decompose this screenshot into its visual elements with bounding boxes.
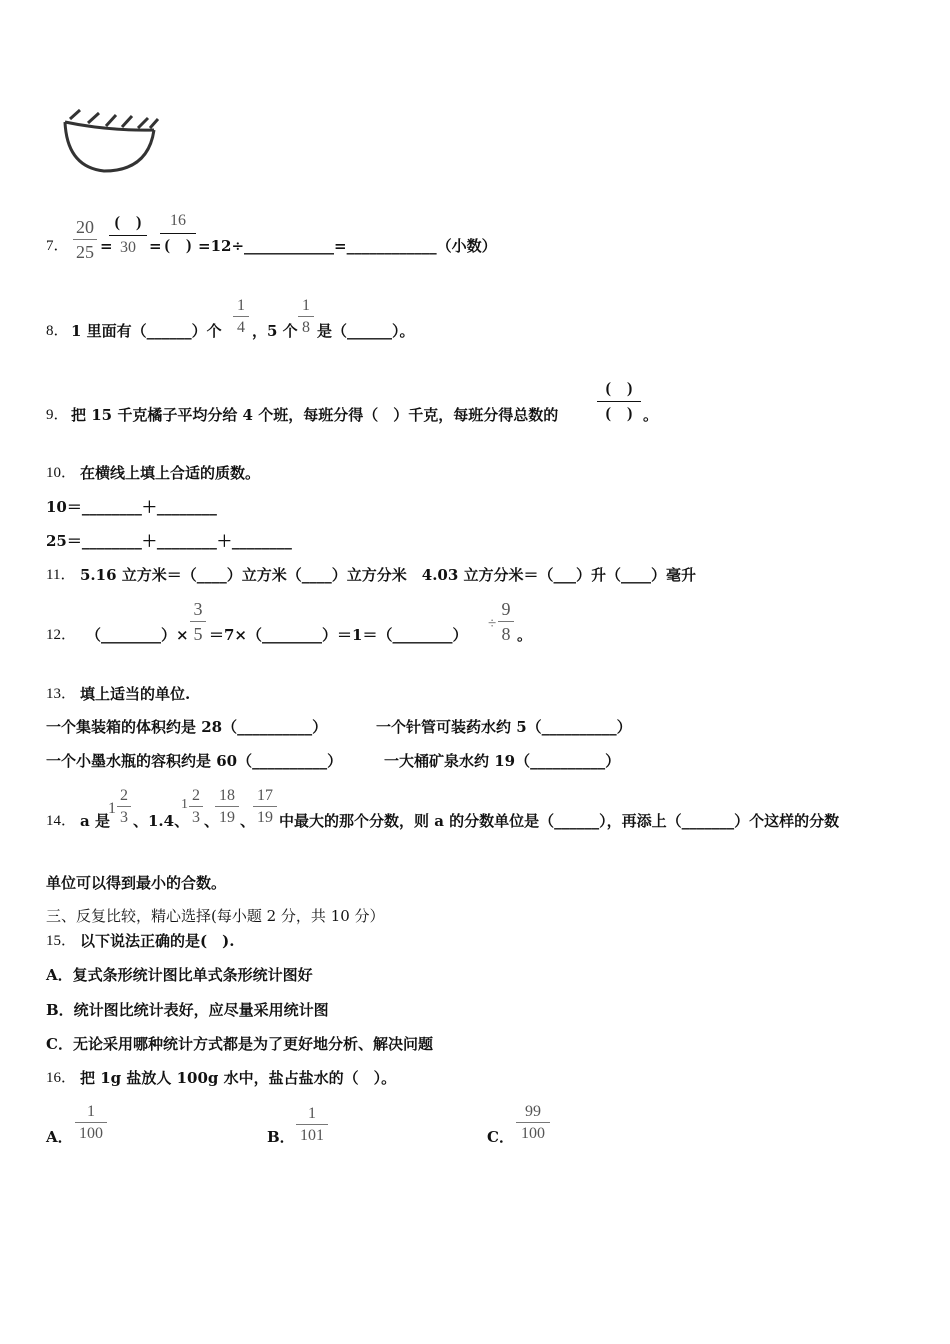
q8-text-c: 是（______）。: [317, 322, 415, 340]
q7-fraction-1: 20 25: [73, 216, 97, 263]
q15-number: 15．: [46, 933, 77, 949]
q12-divide-sign: ÷: [488, 616, 497, 632]
q15-option-c: C．无论采用哪种统计方式都是为了更好地分析、解决问题: [46, 1035, 433, 1053]
q14-sep-2: 、: [204, 812, 220, 830]
q12-text-c: 。: [517, 626, 533, 644]
q12-text-a: （________）×: [86, 626, 189, 644]
q16-option-b-label: B．: [267, 1128, 295, 1146]
q10-title: 在横线上填上合适的质数。: [80, 464, 261, 482]
q12-number: 12．: [46, 627, 77, 643]
q7-number: 7．: [46, 238, 69, 254]
q14-text-c: 单位可以得到最小的合数。: [46, 874, 227, 892]
bowl-figure: [58, 105, 163, 177]
q7-rest: =12÷____________=____________（小数）: [198, 237, 497, 255]
q14-fraction-17-19: 17 19: [253, 786, 277, 827]
q16-option-c-label: C．: [487, 1128, 514, 1146]
q16-option-a-fraction: 1 100: [75, 1102, 107, 1143]
q7-fraction-3: 16 ( ): [160, 210, 196, 257]
q14-sep-3: 、: [240, 812, 256, 830]
q14-mixed-2-whole: 1: [181, 797, 188, 812]
q13-number: 13．: [46, 686, 77, 702]
q11-text: 5.16 立方米＝（____）立方米（____）立方分米 4.03 立方分米＝（___）升（____）毫升: [80, 566, 697, 584]
q15-option-a: A．复式条形统计图比单式条形统计图好: [46, 966, 313, 984]
q14-mixed-1-fraction: 2 3: [117, 786, 131, 827]
q13-title: 填上适当的单位.: [80, 685, 191, 703]
q10-number: 10．: [46, 465, 77, 481]
q12-text-b: ＝7×（________）＝1＝（________）: [209, 626, 468, 644]
q11-number: 11．: [46, 567, 76, 583]
q16-title: 把 1g 盐放人 100g 水中，盐占盐水的（ ）。: [80, 1069, 397, 1087]
q16-number: 16．: [46, 1070, 77, 1086]
q9-number: 9．: [46, 407, 69, 423]
q9-text-a: 把 15 千克橘子平均分给 4 个班，每班分得（ ）千克，每班分得总数的: [71, 406, 559, 424]
q13-line-1b: 一个针管可装药水约 5（__________）: [376, 718, 632, 736]
q8-text-a: 1 里面有（______）个: [71, 322, 222, 340]
q8-fraction-2: 1 8: [298, 296, 314, 337]
q15-title: 以下说法正确的是( ).: [80, 932, 235, 950]
q14-text-a: a 是: [80, 812, 110, 830]
q13-line-2b: 一大桶矿泉水约 19（__________）: [384, 752, 621, 770]
q8-fraction-1: 1 4: [233, 296, 249, 337]
q13-line-2a: 一个小墨水瓶的容积约是 60（__________）: [46, 752, 343, 770]
q13-line-1a: 一个集装箱的体积约是 28（__________）: [46, 718, 328, 736]
q7-fraction-2: ( ) 30: [109, 212, 147, 259]
q14-fraction-18-19: 18 19: [215, 786, 239, 827]
q15-option-b: B．统计图比统计表好，应尽量采用统计图: [46, 1001, 329, 1019]
q16-option-c-fraction: 99 100: [516, 1102, 550, 1143]
q10-line-2: 25＝________＋________＋________: [46, 532, 292, 550]
q14-mixed-1-whole: 1: [108, 800, 116, 817]
q7-equals-2: =: [149, 237, 162, 255]
q16-option-a-label: A．: [46, 1128, 73, 1146]
q14-number: 14．: [46, 813, 77, 829]
q16-option-b-fraction: 1 101: [296, 1104, 328, 1145]
q7-equals: =: [100, 237, 113, 255]
section-3-title: 三、反复比较，精心选择(每小题 2 分，共 10 分）: [46, 907, 385, 925]
q9-fraction: ( ) ( ): [597, 378, 641, 425]
q12-fraction-1: 3 5: [190, 598, 206, 645]
q8-text-b: ，5 个: [252, 322, 298, 340]
q14-text-b: 中最大的那个分数，则 a 的分数单位是（______），再添上（_______）个这样的分数: [279, 812, 840, 830]
q8-number: 8．: [46, 323, 69, 339]
q12-fraction-2: 9 8: [498, 598, 514, 645]
q10-line-1: 10＝________＋________: [46, 498, 217, 516]
q14-mixed-2-fraction: 2 3: [189, 786, 203, 827]
q9-text-b: 。: [643, 406, 659, 424]
q14-sep-1: 、1.4、: [133, 812, 190, 830]
